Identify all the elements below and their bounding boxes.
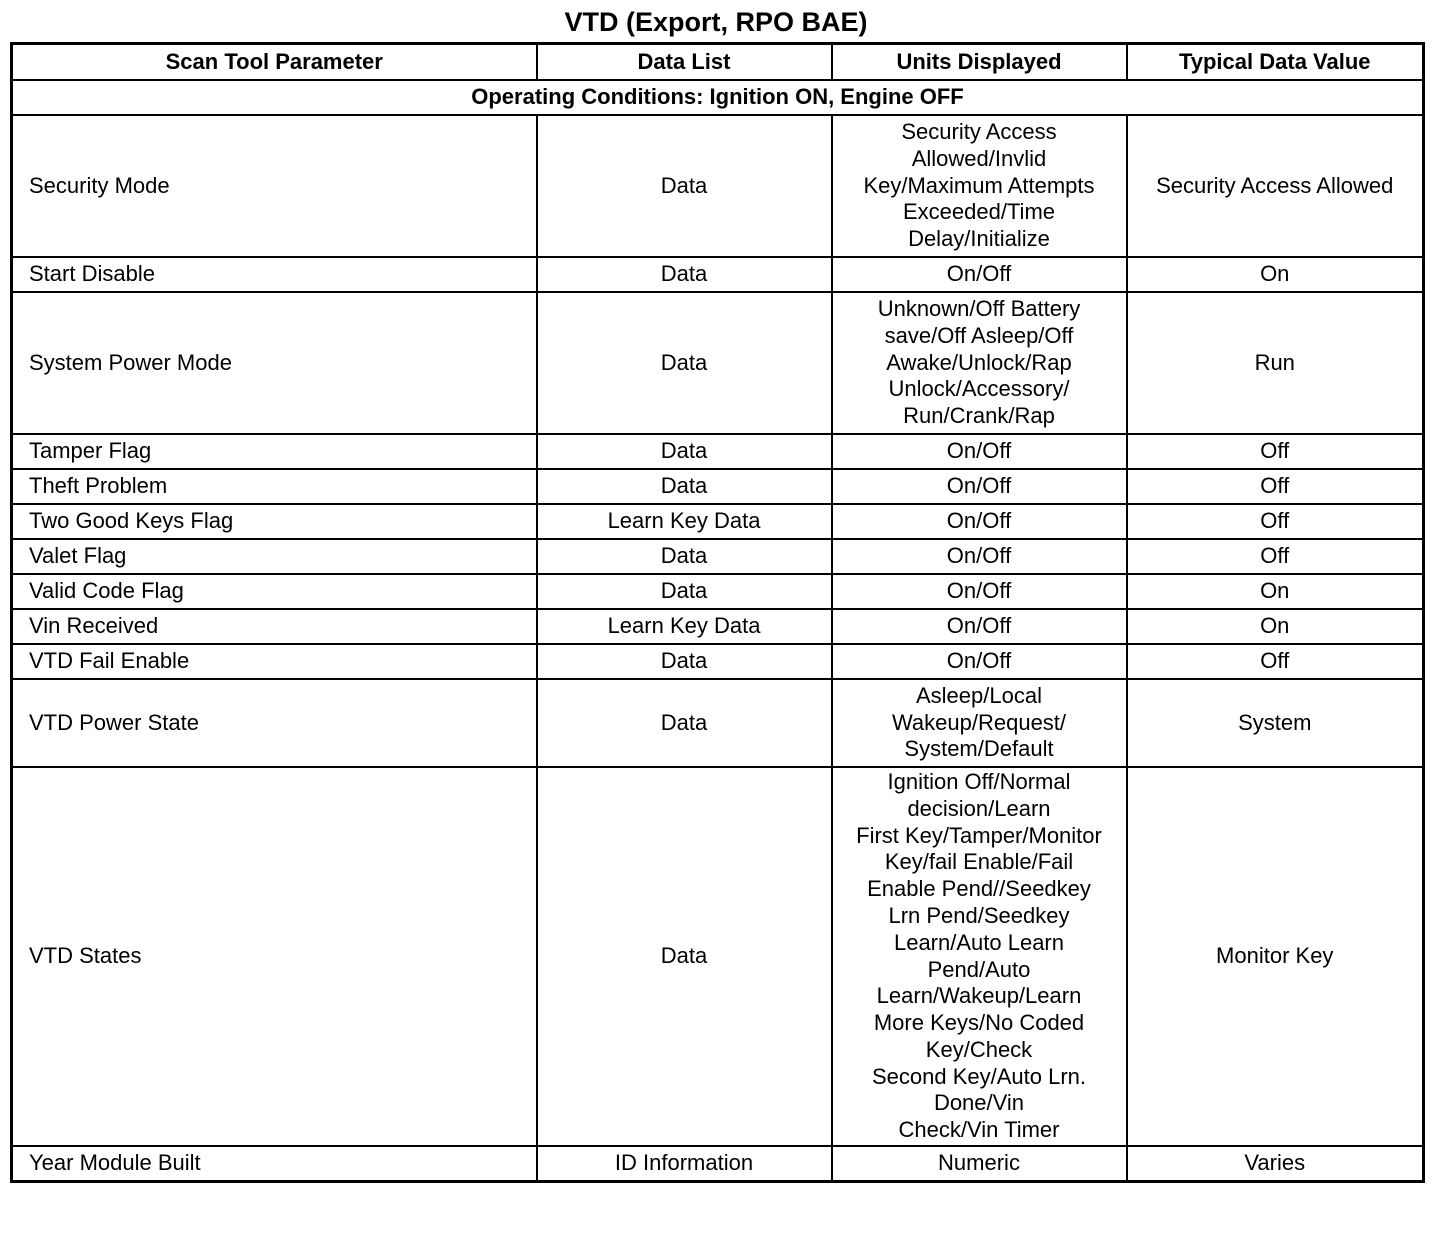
units-cell: On/Off bbox=[832, 609, 1127, 644]
table-row bbox=[12, 767, 1424, 1146]
units-text: Ignition Off/Normal decision/Learn First Key/Tamper/Monitor Key/fail Enable/Fail Enable Pend//Seedkey Lrn Pend/Seedkey Learn/Auto Learn Pend/Auto Learn/Wakeup/Learn More Keys/No Coded Key/Check Second Key/Auto Lrn. Done/Vin Check/Vin Timer bbox=[856, 768, 1102, 1143]
units-cell: On/Off bbox=[832, 574, 1127, 609]
parameter-cell: Theft Problem bbox=[12, 469, 537, 504]
data-list-cell: Data bbox=[537, 644, 832, 679]
typical-value-cell: Off bbox=[1127, 504, 1424, 539]
column-header-typical-value: Typical Data Value bbox=[1127, 44, 1424, 81]
typical-value-cell: Security Access Allowed bbox=[1127, 115, 1424, 257]
typical-value-cell: Off bbox=[1127, 469, 1424, 504]
units-cell: On/Off bbox=[832, 434, 1127, 469]
operating-conditions-row bbox=[12, 80, 1424, 115]
column-header-data-list: Data List bbox=[537, 44, 832, 81]
table-row bbox=[12, 257, 1424, 292]
units-cell bbox=[832, 292, 1127, 434]
data-list-cell: Data bbox=[537, 539, 832, 574]
table-row bbox=[12, 609, 1424, 644]
units-cell: On/Off bbox=[832, 504, 1127, 539]
typical-value-cell: On bbox=[1127, 574, 1424, 609]
units-cell bbox=[832, 115, 1127, 257]
data-list-cell: Data bbox=[537, 257, 832, 292]
parameter-cell: Vin Received bbox=[12, 609, 537, 644]
table-row bbox=[12, 504, 1424, 539]
operating-conditions: Operating Conditions: Ignition ON, Engine OFF bbox=[12, 80, 1424, 115]
units-cell bbox=[832, 679, 1127, 767]
table-row bbox=[12, 434, 1424, 469]
table-row bbox=[12, 539, 1424, 574]
typical-value-cell: Off bbox=[1127, 434, 1424, 469]
data-list-cell: Data bbox=[537, 469, 832, 504]
table-header-row bbox=[12, 44, 1424, 81]
parameter-cell: Tamper Flag bbox=[12, 434, 537, 469]
table-row bbox=[12, 115, 1424, 257]
units-cell bbox=[832, 767, 1127, 1146]
data-list-cell: Data bbox=[537, 767, 832, 1146]
vtd-data-table bbox=[10, 42, 1425, 1183]
typical-value-cell: System bbox=[1127, 679, 1424, 767]
parameter-cell: Valid Code Flag bbox=[12, 574, 537, 609]
data-list-cell: ID Information bbox=[537, 1146, 832, 1182]
parameter-cell: Two Good Keys Flag bbox=[12, 504, 537, 539]
parameter-cell: Year Module Built bbox=[12, 1146, 537, 1182]
units-cell: Numeric bbox=[832, 1146, 1127, 1182]
units-cell: On/Off bbox=[832, 644, 1127, 679]
parameter-cell: VTD States bbox=[12, 767, 537, 1146]
typical-value-cell: On bbox=[1127, 609, 1424, 644]
data-list-cell: Learn Key Data bbox=[537, 504, 832, 539]
parameter-cell: VTD Fail Enable bbox=[12, 644, 537, 679]
typical-value-cell: Varies bbox=[1127, 1146, 1424, 1182]
column-header-units: Units Displayed bbox=[832, 44, 1127, 81]
typical-value-cell: Run bbox=[1127, 292, 1424, 434]
units-text: Unknown/Off Battery save/Off Asleep/Off Awake/Unlock/Rap Unlock/Accessory/ Run/Crank/Rap bbox=[877, 296, 1081, 429]
typical-value-cell: Off bbox=[1127, 539, 1424, 574]
table-row bbox=[12, 574, 1424, 609]
data-list-cell: Data bbox=[537, 292, 832, 434]
typical-value-cell: On bbox=[1127, 257, 1424, 292]
units-cell: On/Off bbox=[832, 257, 1127, 292]
units-cell: On/Off bbox=[832, 539, 1127, 574]
typical-value-cell: Off bbox=[1127, 644, 1424, 679]
data-list-cell: Data bbox=[537, 679, 832, 767]
table-row bbox=[12, 644, 1424, 679]
column-header-parameter: Scan Tool Parameter bbox=[12, 44, 537, 81]
typical-value-cell: Monitor Key bbox=[1127, 767, 1424, 1146]
table-row bbox=[12, 292, 1424, 434]
data-list-cell: Data bbox=[537, 434, 832, 469]
units-cell: On/Off bbox=[832, 469, 1127, 504]
page-title: VTD (Export, RPO BAE) bbox=[564, 7, 868, 37]
units-text: Asleep/Local Wakeup/Request/ System/Default bbox=[891, 682, 1067, 762]
parameter-cell: Security Mode bbox=[12, 115, 537, 257]
parameter-cell: System Power Mode bbox=[12, 292, 537, 434]
data-list-cell: Learn Key Data bbox=[537, 609, 832, 644]
table-row bbox=[12, 679, 1424, 767]
units-text: Security Access Allowed/Invlid Key/Maximum Attempts Exceeded/Time Delay/Initialize bbox=[863, 119, 1095, 252]
data-list-cell: Data bbox=[537, 115, 832, 257]
table-row bbox=[12, 469, 1424, 504]
data-list-cell: Data bbox=[537, 574, 832, 609]
table-row bbox=[12, 1146, 1424, 1182]
parameter-cell: Start Disable bbox=[12, 257, 537, 292]
parameter-cell: VTD Power State bbox=[12, 679, 537, 767]
parameter-cell: Valet Flag bbox=[12, 539, 537, 574]
